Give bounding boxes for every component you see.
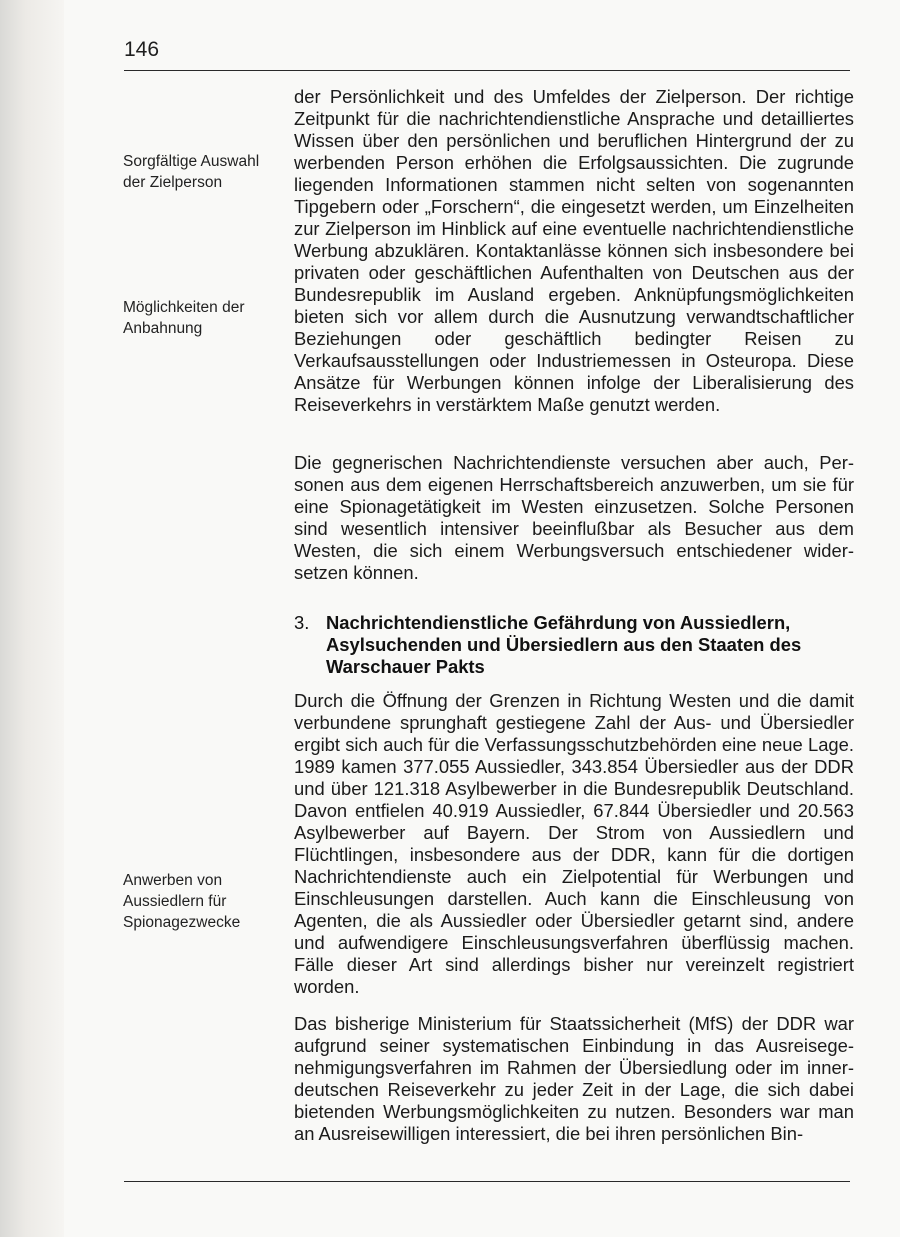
page-binding-shadow — [0, 0, 64, 1237]
section-heading — [294, 612, 854, 678]
section-number: 3. — [294, 612, 310, 633]
body-paragraph: Durch die Öffnung der Grenzen in Richtung Westen und die damit verbundene sprunghaft gestiegene Zahl der Aus- und Übersiedler ergibt sich auch für die Verfassungsschutzbehörden eine neue Lage. 1989 kamen 377.055 Aussiedler, 343.854 Übersiedler aus der DDR und über 121.318 Asylbewerber in die Bundesrepublik Deutschland. Davon entfielen 40.919 Aussiedler, 67.844 Übersiedler und 20.563 Asylbewerber auf Bayern. Der Strom von Aussiedlern und Flüchtlingen, insbesondere aus der DDR, kann für die dortigen Nachrichtendienste auch ein Zielpotential für Werbungen und Einschleusungen darstellen. Auch kann die Einschleusung von Agenten, die als Aussiedler oder Übersiedler getarnt sind, andere und aufwendigere Einschleusungsverfahren überflüssig machen. Fälle dieser Art sind allerdings bisher nur vereinzelt registriert worden. — [294, 690, 854, 997]
page-number: 146 — [124, 38, 160, 61]
margin-note-aussiedler: Anwerben von Aussiedlern für Spionagezwecke — [123, 872, 241, 931]
section-title: Nachrichtendienstliche Gefährdung von Aussiedlern, Asylsuchenden und Übersiedlern aus den Staaten des Warschauer Pakts — [326, 612, 802, 677]
header-rule — [124, 70, 850, 71]
body-paragraph: der Persönlichkeit und des Umfeldes der Zielperson. Der richtige Zeitpunkt für die nachrichtendienstliche Ansprache und detailliertes Wissen über den persönlichen und beruflichen Hintergrund der zu werbenden Person erhöhen die Erfolgsaussichten. Die zugrunde liegenden Informationen stammen nicht selten von sogenannten Tipgebern oder „Forschern“, die eingesetzt werden, um Einzelheiten zur Zielperson im Hinblick auf eine eventuelle nachrichtendienstliche Werbung abzuklären. Kontaktanlässe können sich insbesondere bei privaten oder geschäftlichen Aufenthalten von Deutschen aus der Bundesrepublik im Ausland ergeben. Anknüpfungsmöglichkeiten bieten sich vor allem durch die Ausnutzung verwandtschaftlicher Beziehungen oder geschäftlich bedingter Reisen zu Verkaufsausstellungen oder Industriemessen in Osteuropa. Diese Ansätze für Werbungen können infolge der Liberalisierung des Reiseverkehrs in verstärktem Maße genutzt werden. — [294, 86, 854, 415]
footer-rule — [124, 1181, 850, 1182]
margin-note-anbahnung: Möglichkeiten der Anbahnung — [123, 299, 245, 337]
margin-note-auswahl: Sorgfältige Auswahl der Zielperson — [123, 153, 260, 191]
body-paragraph: Das bisherige Ministerium für Staatssicherheit (MfS) der DDR war aufgrund seiner systematischen Einbindung in das Ausreisegenehmigungsverfahren im Rahmen der Übersiedlung oder im innerdeutschen Reiseverkehr zu jeder Zeit in der Lage, die sich dabei bietenden Werbungsmöglichkeiten zu nutzen. Besonders war man an Ausreisewilligen interessiert, die bei ihren persönlichen Bin- — [294, 1013, 854, 1144]
body-paragraph: Die gegnerischen Nachrichtendienste versuchen aber auch, Personen aus dem eigenen Herrschaftsbereich anzuwerben, um sie für eine Spionagetätigkeit im Westen einzusetzen. Solche Personen sind wesentlich intensiver beeinflußbar als Besucher aus dem Westen, die sich einem Werbungsversuch entschiedener widersetzen können. — [294, 452, 854, 583]
